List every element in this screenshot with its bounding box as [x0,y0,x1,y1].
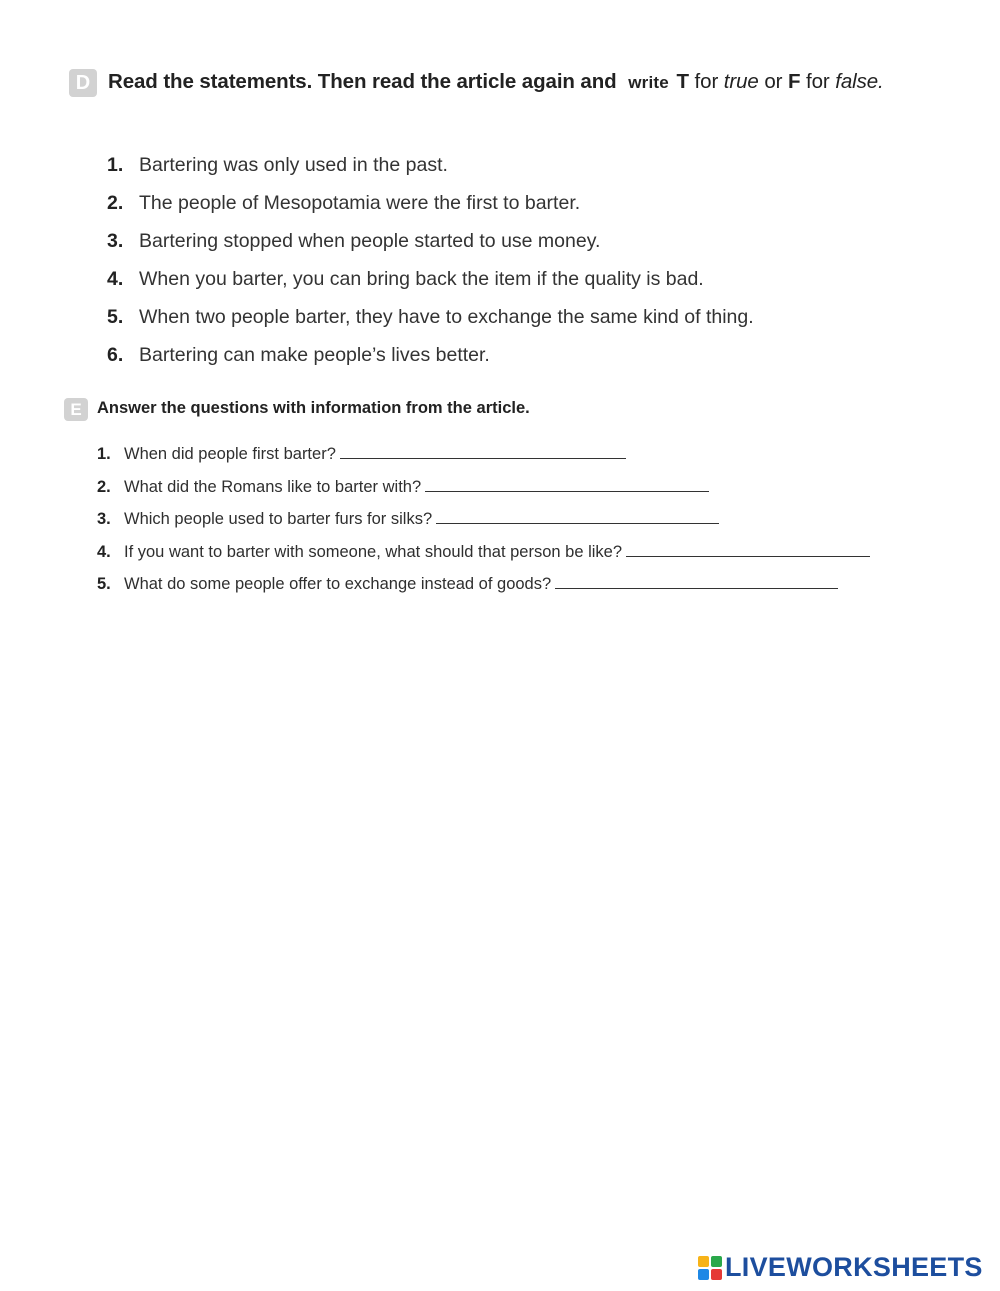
section-e-instruction-text: Answer the questions with information from the article. [97,399,530,417]
brand-name: LIVEWORKSHEETS [725,1252,983,1282]
answer-blank[interactable] [436,509,719,524]
question-item [97,444,870,477]
section-d-badge: D [69,69,97,97]
question-number: 1. [97,445,111,463]
false-word: false. [835,70,884,93]
statement-text: When two people barter, they have to exchange the same kind of thing. [139,306,754,328]
statement-item [107,192,754,230]
question-number: 5. [97,575,111,593]
statement-item [107,306,754,344]
question-item [97,574,870,607]
write-word: write [628,73,669,92]
statement-item [107,230,754,268]
statement-number: 5. [107,306,124,328]
true-word: true [723,70,759,93]
or-word: or [764,70,783,93]
question-number: 3. [97,510,111,528]
question-text: When did people first barter? [124,445,336,463]
statement-list [107,154,754,382]
statement-number: 3. [107,230,124,252]
question-number: 2. [97,477,111,496]
statement-text: Bartering can make people’s lives better. [139,344,490,366]
question-text: What do some people offer to exchange instead of goods? [124,575,552,593]
answer-blank[interactable] [340,444,626,459]
question-list [97,444,870,607]
answer-blank[interactable] [626,542,870,557]
false-letter: F [787,70,801,93]
liveworksheets-brand [697,1252,983,1283]
question-text: If you want to barter with someone, what should that person be like? [124,542,623,561]
liveworksheets-logo-icon [697,1255,723,1281]
true-letter: T [676,70,689,93]
statement-item [107,268,754,306]
answer-blank[interactable] [555,574,838,589]
statement-number: 4. [107,268,124,290]
question-number: 4. [97,542,111,561]
question-item [97,542,870,575]
statement-number: 2. [107,192,124,214]
for-word-2: for [806,70,830,93]
statement-text: Bartering stopped when people started to use money. [139,230,601,252]
statement-text: When you barter, you can bring back the item if the quality is bad. [139,268,704,290]
question-text: What did the Romans like to barter with? [124,477,422,496]
question-item [97,477,870,510]
section-e-instruction [97,399,530,418]
statement-item [107,154,754,192]
statement-text: The people of Mesopotamia were the first to barter. [139,192,581,214]
section-d-instruction [108,70,884,94]
statement-text: Bartering was only used in the past. [139,154,448,176]
statement-number: 6. [107,344,124,366]
for-word: for [694,70,719,93]
answer-blank[interactable] [425,477,709,492]
section-e-badge: E [64,398,88,421]
instruction-text: Read the statements. Then read the article again and [108,70,617,93]
statement-item [107,344,754,382]
question-text: Which people used to barter furs for silks? [124,510,433,528]
statement-number: 1. [107,154,124,176]
question-item [97,509,870,542]
